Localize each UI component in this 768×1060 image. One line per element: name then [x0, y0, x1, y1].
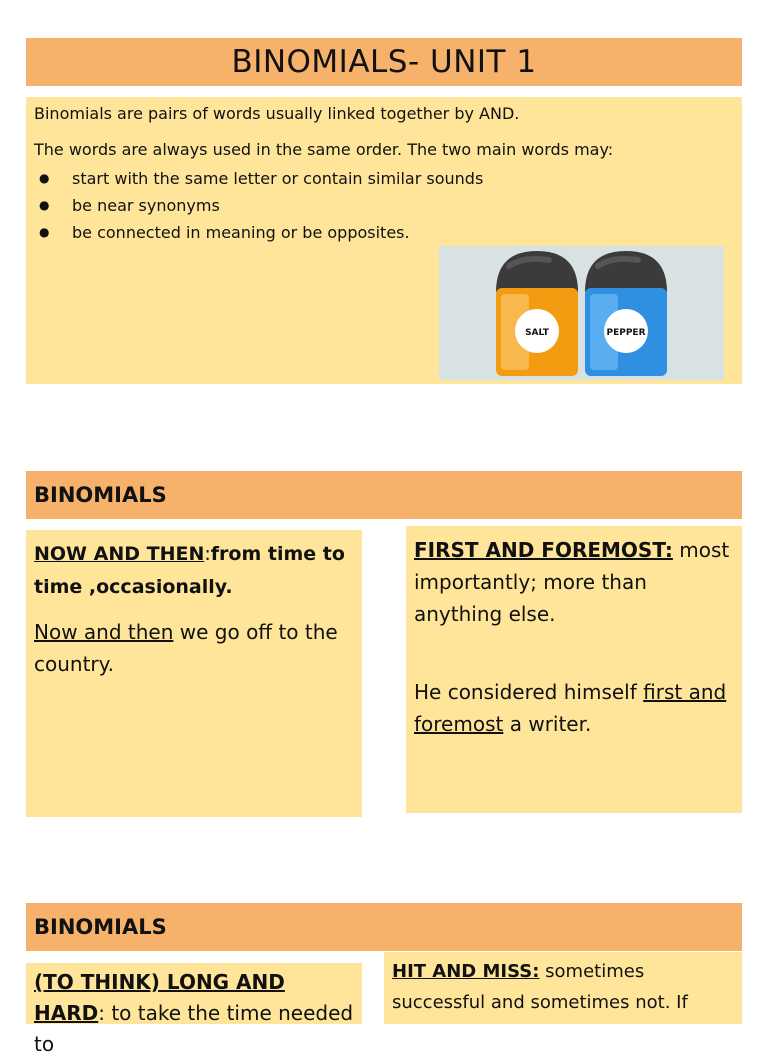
card-definition — [392, 956, 734, 1018]
card-definition-text: from time to time ,occasionally. — [34, 543, 345, 598]
section-heading: BINOMIALS — [26, 471, 742, 519]
salt-pepper-illustration — [439, 246, 724, 380]
card-example — [34, 616, 354, 680]
card-term: FIRST AND FOREMOST: — [414, 538, 673, 562]
card-definition-text: most importantly; more than anything else. — [414, 538, 730, 626]
card-example-underlined: Now and then — [34, 620, 174, 644]
card-example-rest: we go off to the country. — [34, 620, 338, 676]
card-term: NOW AND THEN — [34, 543, 205, 565]
card-example-underlined: first and foremost — [414, 680, 727, 736]
intro-bullet: ● be connected in meaning or be opposites. — [34, 219, 734, 246]
intro-line-2: The words are always used in the same order. The two main words may: — [34, 140, 614, 159]
pepper-shaker — [585, 251, 667, 376]
card-definition — [34, 538, 354, 604]
page-title: BINOMIALS- UNIT 1 — [26, 38, 742, 86]
binomial-card-first-and-foremost — [406, 526, 742, 813]
card-definition — [414, 534, 734, 630]
section-heading: BINOMIALS — [26, 903, 742, 951]
pepper-label: PEPPER — [606, 328, 646, 338]
salt-pepper-shakers-svg — [439, 246, 724, 380]
intro-bullet: ● be near synonyms — [34, 192, 734, 219]
card-term: HIT AND MISS: — [392, 961, 540, 982]
binomial-card-now-and-then — [26, 530, 362, 817]
intro-line-1: Binomials are pairs of words usually linked together by AND. — [34, 104, 520, 123]
binomial-card-hit-and-miss — [384, 952, 742, 1024]
intro-bullet-list — [34, 165, 734, 246]
card-example-start: He considered himself — [414, 680, 644, 704]
card-separator: : — [204, 543, 211, 565]
card-definition — [34, 967, 354, 1060]
card-example — [414, 676, 734, 740]
binomial-card-long-and-hard — [26, 963, 362, 1056]
card-definition-text: sometimes successful and sometimes not. If — [392, 961, 688, 1013]
card-separator: : — [98, 1001, 105, 1025]
card-definition-text: to take the time needed to — [34, 1001, 354, 1056]
card-example-end: a writer. — [503, 712, 592, 736]
salt-shaker — [496, 251, 578, 376]
salt-label: SALT — [525, 328, 549, 338]
intro-bullet: ● start with the same letter or contain similar sounds — [34, 165, 734, 192]
card-term: (TO THINK) LONG AND HARD — [34, 970, 285, 1025]
